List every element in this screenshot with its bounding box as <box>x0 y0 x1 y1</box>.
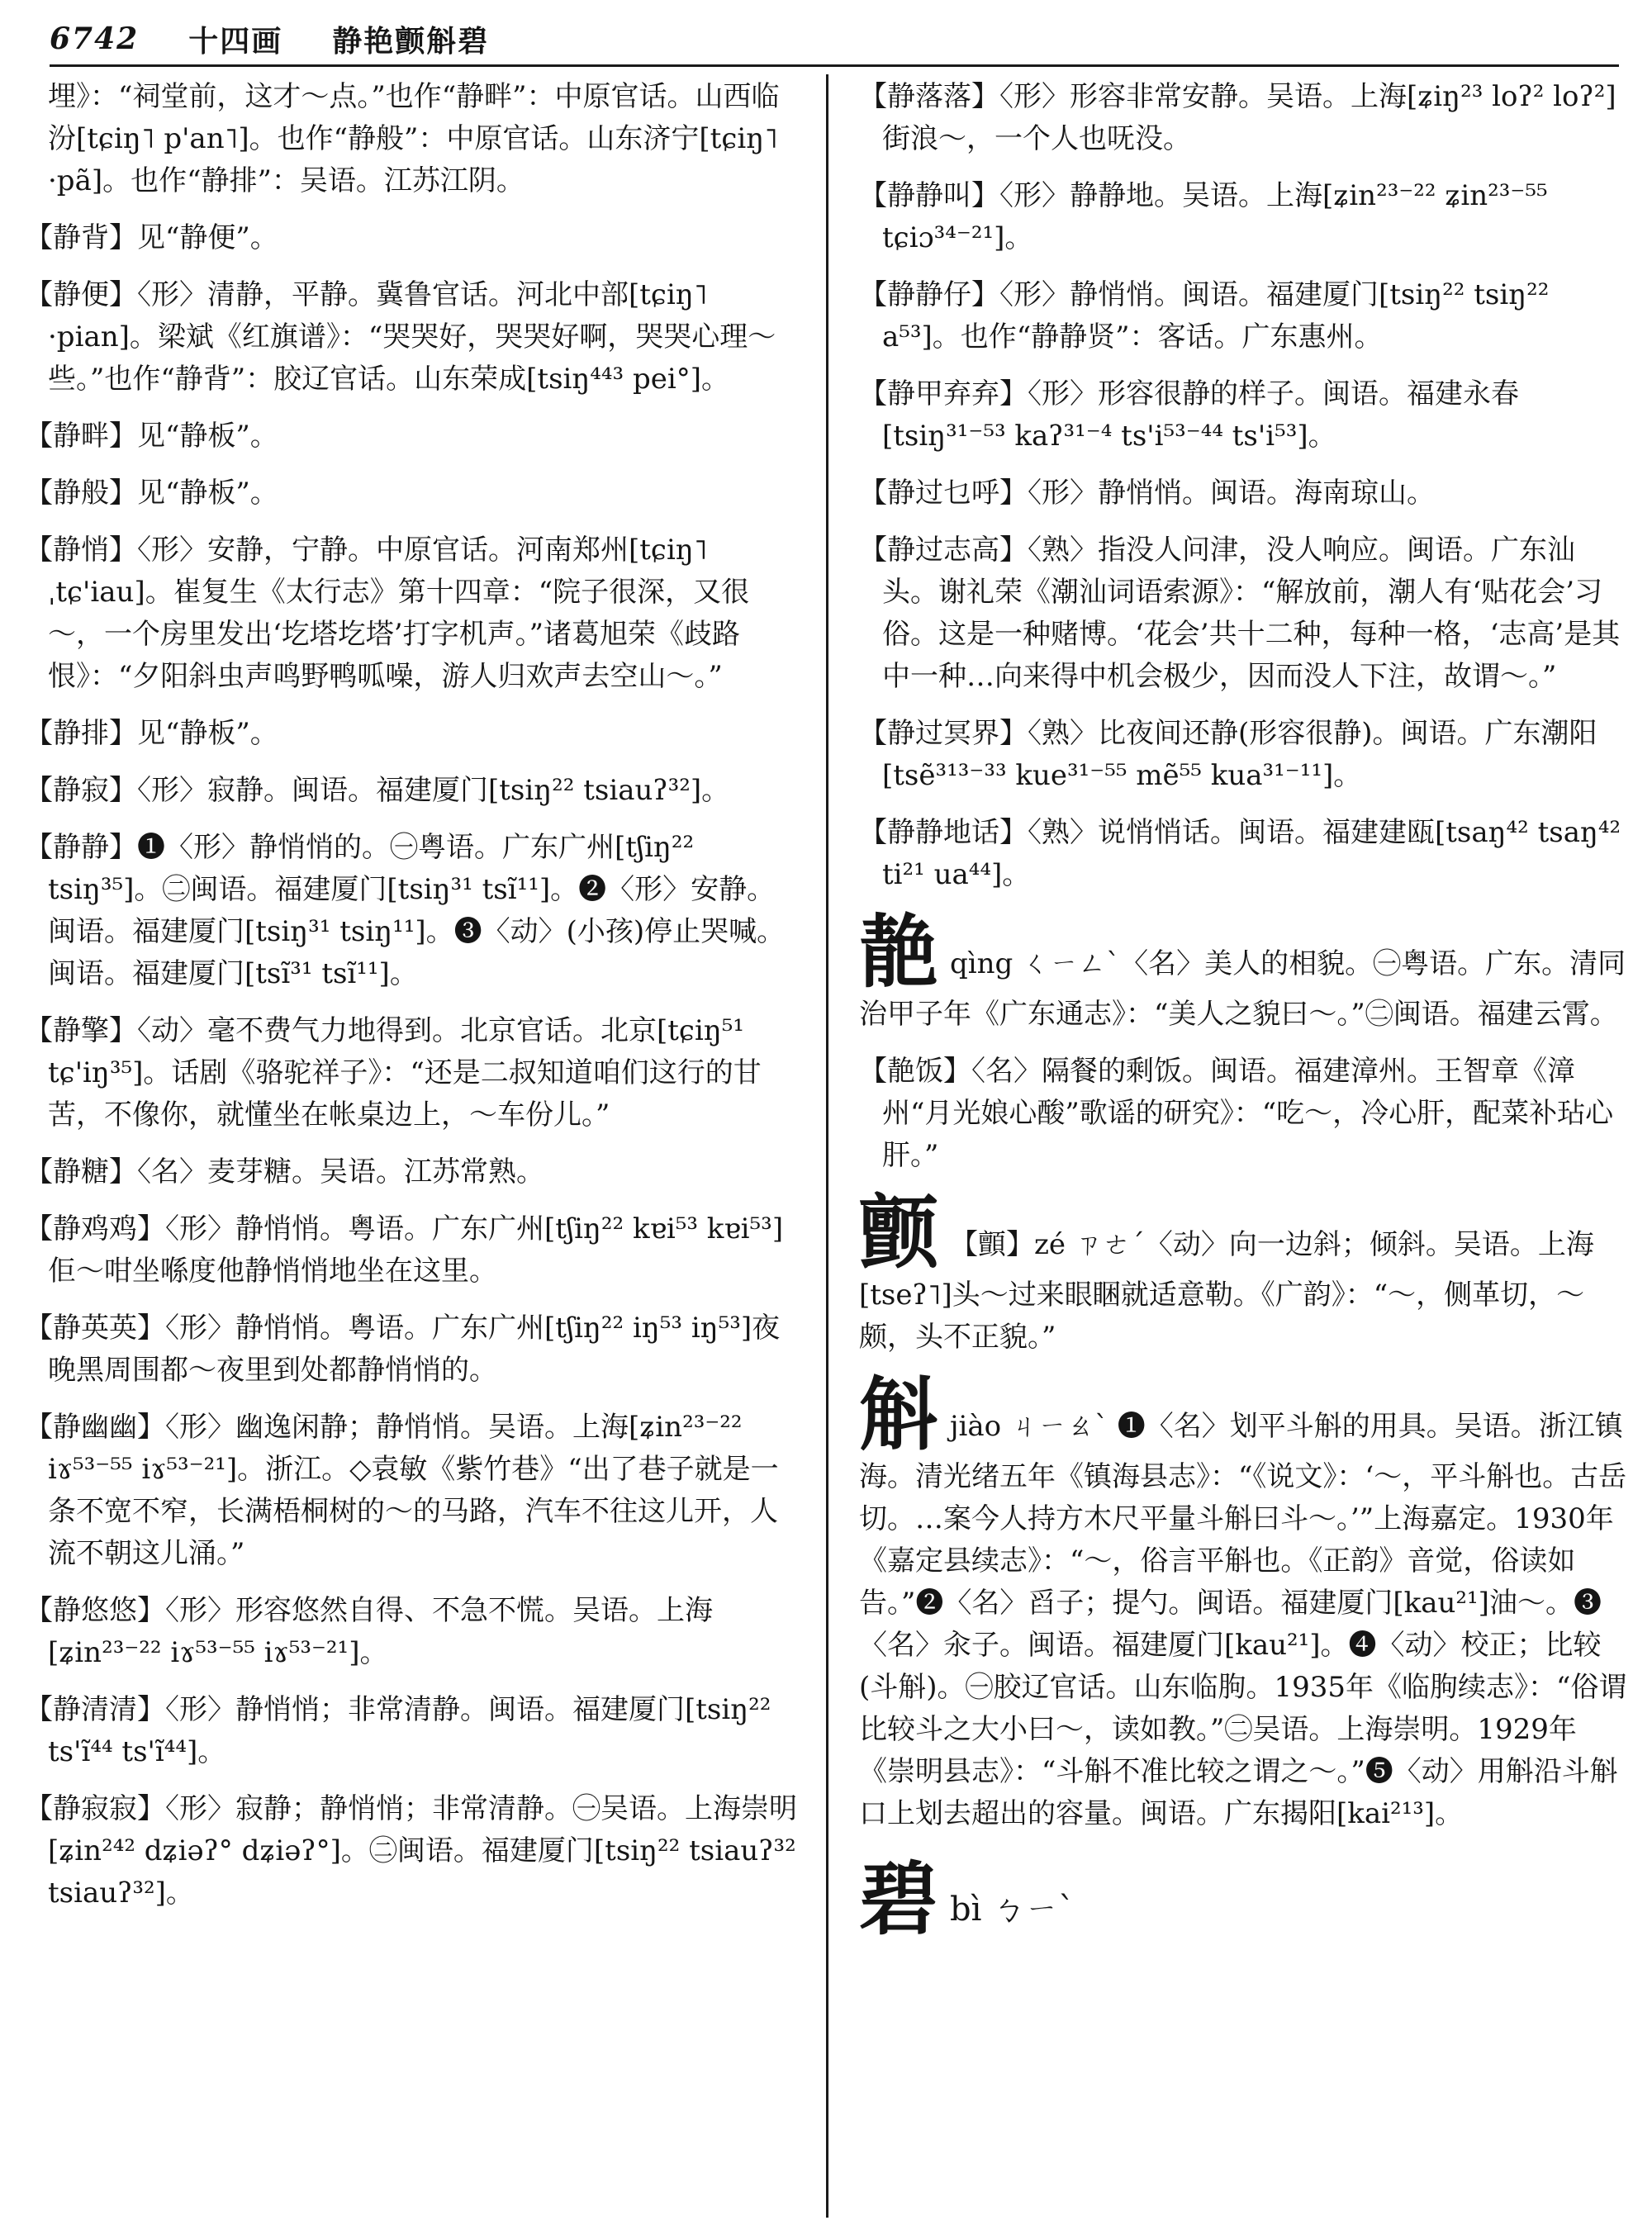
column-divider <box>826 74 828 2218</box>
entry: 【静落落】〈形〉形容非常安静。吴语。上海[ʑiŋ²³ loʔ² loʔ²]街浪～，一个人也呒没。 <box>859 80 1616 155</box>
entry: 【静静】❶〈形〉静悄悄的。㊀粤语。广东广州[tʃiŋ²² tsiŋ³⁵]。㊁闽语。福建厦门[tsiŋ³¹ tsĩ¹¹]。❷〈形〉安静。闽语。福建厦门[tsiŋ³¹ tsiŋ¹¹]。❸〈动〉(小孩)停止哭喊。闽语。福建厦门[tsĩ³¹ tsĩ¹¹]。 <box>25 831 786 990</box>
entry: 【静糖】〈名〉麦芽糖。吴语。江苏常熟。 <box>25 1155 544 1189</box>
entry: 【静过乜呼】〈形〉静悄悄。闽语。海南琼山。 <box>859 477 1435 510</box>
headword-entry <box>859 1186 1627 1359</box>
header-rule <box>50 64 1619 67</box>
entry: 【静便】〈形〉清静，平静。冀鲁官话。河北中部[tɕiŋ˥ ·pian]。梁斌《红旗谱》：“哭哭好，哭哭好啊，哭哭心理～些。”也作“静背”：胶辽官话。山东荣成[tsiŋ⁴⁴³ pei°]。 <box>25 278 776 396</box>
left-column <box>25 76 801 1929</box>
entry: 【静静仔】〈形〉静悄悄。闽语。福建厦门[tsiŋ²² tsiŋ²² a⁵³]。也作“静静贤”：客话。广东惠州。 <box>859 278 1550 353</box>
entry: 【静悄】〈形〉安静，宁静。中原官话。河南郑州[tɕiŋ˥ ˌtɕ'iau]。崔复生《太行志》第十四章：“院子很深，又很～，一个房里发出‘圪塔圪塔’打字机声。”诸葛旭荣《歧路恨》：“夕阳斜虫声鸣野鸭呱噪，游人归欢声去空山～。” <box>25 534 750 693</box>
entry-continuation: 埋》：“祠堂前，这才～点。”也作“静畔”：中原官话。山西临汾[tɕiŋ˥ p'an˥]。也作“静般”：中原官话。山东济宁[tɕiŋ˥ ·pã]。也作“静排”：吴语。江苏江阴。 <box>48 80 780 197</box>
entry: 【靘饭】〈名〉隔餐的剩饭。闽语。福建漳州。王智章《漳州“月光娘心酸”歌谣的研究》：“吃～，冷心肝，配菜补玷心肝。” <box>859 1055 1614 1172</box>
entry: 【静寂寂】〈形〉寂静；静悄悄；非常清静。㊀吴语。上海崇明[ʑin²⁴² dʑiəʔ° dʑiəʔ°]。㊁闽语。福建厦门[tsiŋ²² tsiauʔ³² tsiauʔ³²]。 <box>25 1792 797 1910</box>
entry: 【静寂】〈形〉寂静。闽语。福建厦门[tsiŋ²² tsiauʔ³²]。 <box>25 774 730 807</box>
entry: 【静幽幽】〈形〉幽逸闲静；静悄悄。吴语。上海[ʑin²³⁻²² iɤ⁵³⁻⁵⁵ iɤ⁵³⁻²¹]。浙江。◇袁敏《紫竹巷》“出了巷子就是一条不宽不窄，长满梧桐树的～的马路，汽车不往这儿开，人流不朝这儿涌。” <box>25 1411 779 1570</box>
entry: 【静畔】见“静板”。 <box>25 420 278 453</box>
entry: 【静擎】〈动〉毫不费气力地得到。北京官话。北京[tɕiŋ⁵¹ tɕ'iŋ³⁵]。话剧《骆驼祥子》：“还是二叔知道咱们这行的甘苦，不像你，就懂坐在帐桌边上，～车份儿。” <box>25 1014 762 1132</box>
entry: 【静清清】〈形〉静悄悄；非常清静。闽语。福建厦门[tsiŋ²² ts'ĩ⁴⁴ ts'ĩ⁴⁴]。 <box>25 1693 771 1768</box>
headword-entry <box>859 905 1627 1036</box>
page-number: 6742 <box>50 21 140 56</box>
page-header <box>50 15 1619 63</box>
entry: 【静过冥界】〈熟〉比夜间还静(形容很静)。闽语。广东潮阳[tsẽ³¹³⁻³³ kue³¹⁻⁵⁵ mẽ⁵⁵ kua³¹⁻¹¹]。 <box>859 717 1597 792</box>
right-column <box>859 76 1627 1956</box>
headword-text: 【顫】zé ㄗㄜˊ〈动〉向一边斜；倾斜。吴语。上海[tseʔ˥]头～过来眼睏就适意勒。《广韵》：“～，侧革切，～颇，头不正貌。” <box>859 1228 1594 1354</box>
headword-entry <box>859 1368 1627 1835</box>
headword-char: 颤 <box>859 1186 938 1279</box>
entry: 【静鸡鸡】〈形〉静悄悄。粤语。广东广州[tʃiŋ²² kɐi⁵³ kɐi⁵³]佢～咁坐喺度他静悄悄地坐在这里。 <box>25 1212 784 1288</box>
entry: 【静排】见“静板”。 <box>25 717 278 750</box>
headword-text: jiào ㄐㄧㄠˋ ❶〈名〉划平斗斛的用具。吴语。浙江镇海。清光绪五年《镇海县志》：“《说文》：‘～，平斗斛也。古岳切。…案今人持方木尺平量斗斛曰斗～。’”上海嘉定。1930年《嘉定县续志》：“～，俗言平斛也。《正韵》音觉，俗读如告。”❷〈名〉舀子；提勺。闽语。福建厦门[kau²¹]油～。❸〈名〉汆子。闽语。福建厦门[kau²¹]。❹〈动〉校正；比较(斗斛)。㊀胶辽官话。山东临朐。1935年《临朐续志》：“俗谓比较斗之大小曰～，读如教。”㊁吴语。上海崇明。1929年《崇明县志》：“斗斛不准比较之谓之～。”❺〈动〉用斛沿斗斛口上划去超出的容量。闽语。广东揭阳[kai²¹³]。 <box>859 1410 1627 1830</box>
headword-text: qìng ㄑㄧㄥˋ〈名〉美人的相貌。㊀粤语。广东。清同治甲子年《广东通志》：“美人之貌曰～。”㊁闽语。福建云霄。 <box>859 947 1626 1031</box>
entry: 【静甲弃弃】〈形〉形容很静的样子。闽语。福建永春[tsiŋ³¹⁻⁵³ kaʔ³¹⁻⁴ ts'i⁵³⁻⁴⁴ ts'i⁵³]。 <box>859 377 1519 453</box>
headword-entry <box>859 1853 1627 1946</box>
stroke-section: 十四画 <box>188 23 283 59</box>
header-chars: 静艳颤斛碧 <box>332 23 490 59</box>
headword-char: 斛 <box>859 1368 938 1461</box>
headword-text: bì ㄅㄧˋ <box>950 1891 1075 1929</box>
entry: 【静静叫】〈形〉静静地。吴语。上海[ʑin²³⁻²² ʑin²³⁻⁵⁵ tɕiɔ³⁴⁻²¹]。 <box>859 179 1548 254</box>
entry: 【静静地话】〈熟〉说悄悄话。闽语。福建建瓯[tsaŋ⁴² tsaŋ⁴² ti²¹ ua⁴⁴]。 <box>859 816 1621 891</box>
entry: 【静背】见“静便”。 <box>25 221 278 254</box>
entry: 【静英英】〈形〉静悄悄。粤语。广东广州[tʃiŋ²² iŋ⁵³ iŋ⁵³]夜晚黑周围都～夜里到处都静悄悄的。 <box>25 1312 781 1387</box>
entry: 【静悠悠】〈形〉形容悠然自得、不急不慌。吴语。上海[ʑin²³⁻²² iɤ⁵³⁻⁵⁵ iɤ⁵³⁻²¹]。 <box>25 1594 713 1669</box>
entry: 【静过志高】〈熟〉指没人问津，没人响应。闽语。广东汕头。谢礼荣《潮汕词语索源》：“解放前，潮人有‘贴花会’习俗。这是一种赌博。‘花会’共十二种，每种一格，‘志高’是其中一种…向来得中机会极少，因而没人下注，故谓～。” <box>859 534 1621 693</box>
headword-char: 碧 <box>859 1853 938 1946</box>
entry: 【静般】见“静板”。 <box>25 477 278 510</box>
headword-char: 靘 <box>859 905 938 999</box>
